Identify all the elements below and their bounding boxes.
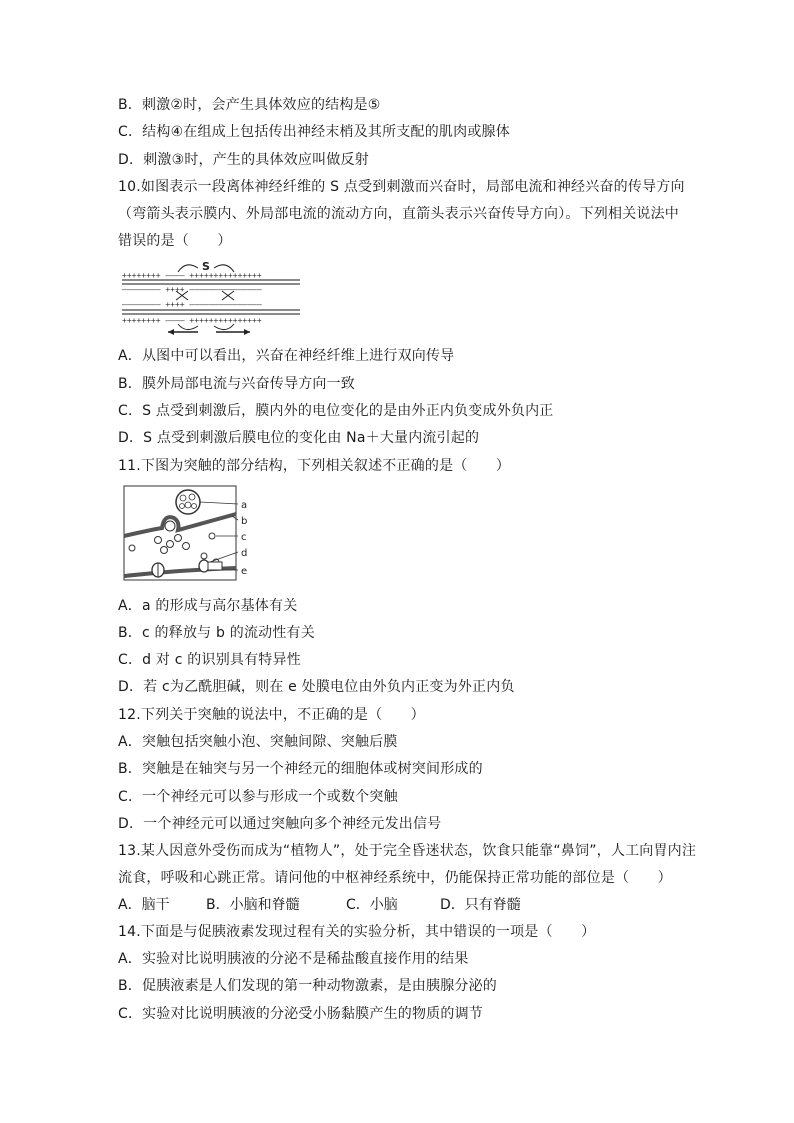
q9-option-d: D．刺激③时，产生的具体效应叫做反射 — [118, 152, 369, 168]
q13-stem-line-1: 13.某人因意外受伤而成为“植物人”，处于完全昏迷状态，饮食只能靠“鼻饲”，人工向胃内注 — [118, 843, 697, 859]
q11-stem: 11.下图为突触的部分结构，下列相关叙述不正确的是（ ） — [118, 458, 511, 474]
synapse-label-c: c — [241, 532, 247, 543]
q11-option-a: A．a 的形成与高尔基体有关 — [118, 598, 298, 614]
q11-option-d: D．若 c为乙酰胆碱，则在 e 处膜电位由外负内正变为外正内负 — [118, 679, 515, 695]
q10-stem-line-2: （弯箭头表示膜内、外局部电流的流动方向，直箭头表示兴奋传导方向）。下列相关说法中 — [118, 206, 679, 222]
q12-option-b: B．突触是在轴突与另一个神经元的细胞体或树突间形成的 — [118, 761, 483, 777]
q13-option-c: C．小脑 — [346, 897, 398, 913]
svg-text:++++++++ ‒‒‒‒ +++++++++++++++: ++++++++ ‒‒‒‒ +++++++++++++++ — [122, 271, 262, 280]
q10-option-c: C．S 点受到刺激后，膜内外的电位变化的是由外正内负变成外负内正 — [118, 403, 554, 419]
q13-options-row — [118, 895, 521, 915]
q13-stem-line-2: 流食，呼吸和心跳正常。请问他的中枢神经系统中，仍能保持正常功能的部位是（ ） — [118, 870, 672, 886]
q14-stem: 14.下面是与促胰液素发现过程有关的实验分析，其中错误的一项是（ ） — [118, 924, 596, 940]
q12-option-c: C．一个神经元可以参与形成一个或数个突触 — [118, 789, 398, 805]
q10-stem-line-1: 10.如图表示一段离体神经纤维的 S 点受到刺激而兴奋时，局部电流和神经兴奋的传导方向 — [118, 179, 685, 195]
q13-option-a: A．脑干 — [118, 897, 170, 913]
stimulus-point-label: S — [202, 260, 210, 273]
synapse-label-d: d — [241, 548, 248, 559]
synapse-label-a: a — [241, 500, 248, 511]
q14-option-c: C．实验对比说明胰液的分泌受小肠黏膜产生的物质的调节 — [118, 1006, 483, 1022]
q11-option-c: C．d 对 c 的识别具有特异性 — [118, 652, 301, 668]
synapse-label-b: b — [241, 516, 248, 527]
q13-option-d: D．只有脊髓 — [440, 897, 521, 913]
q9-option-b: B．刺激②时，会产生具体效应的结构是⑤ — [118, 97, 381, 113]
svg-text:‒‒‒‒‒‒‒‒ ++++ ‒‒‒‒‒‒‒‒‒‒‒‒‒‒‒: ‒‒‒‒‒‒‒‒ ++++ ‒‒‒‒‒‒‒‒‒‒‒‒‒‒‒ — [122, 300, 262, 309]
q10-stem-line-3: 错误的是（ ） — [118, 233, 232, 249]
q12-option-a: A．突触包括突触小泡、突触间隙、突触后膜 — [118, 734, 398, 750]
q10-option-b: B．膜外局部电流与兴奋传导方向一致 — [118, 376, 356, 392]
nerve-fiber-figure — [118, 258, 304, 336]
q10-option-d: D．S 点受到刺激后膜电位的变化由 Na＋大量内流引起的 — [118, 430, 480, 446]
synapse-figure — [120, 484, 252, 584]
q11-option-b: B．c 的释放与 b 的流动性有关 — [118, 625, 315, 641]
q10-option-a: A．从图中可以看出，兴奋在神经纤维上进行双向传导 — [118, 348, 455, 364]
q12-option-d: D．一个神经元可以通过突触向多个神经元发出信号 — [118, 816, 442, 832]
svg-text:++++++++ ‒‒‒‒ +++++++++++++++: ++++++++ ‒‒‒‒ +++++++++++++++ — [122, 316, 262, 325]
synapse-label-e: e — [241, 566, 248, 577]
q13-option-b: B．小脑和脊髓 — [206, 897, 300, 913]
q12-stem: 12.下列关于突触的说法中，不正确的是（ ） — [118, 707, 425, 723]
q14-option-b: B．促胰液素是人们发现的第一种动物激素，是由胰腺分泌的 — [118, 978, 498, 994]
q9-option-c: C．结构④在组成上包括传出神经末梢及其所支配的肌肉或腺体 — [118, 124, 510, 140]
q14-option-a: A．实验对比说明胰液的分泌不是稀盐酸直接作用的结果 — [118, 951, 469, 967]
svg-text:‒‒‒‒‒‒‒‒ ++++ ‒‒‒‒‒‒‒‒‒‒‒‒‒‒‒: ‒‒‒‒‒‒‒‒ ++++ ‒‒‒‒‒‒‒‒‒‒‒‒‒‒‒ — [122, 285, 262, 294]
